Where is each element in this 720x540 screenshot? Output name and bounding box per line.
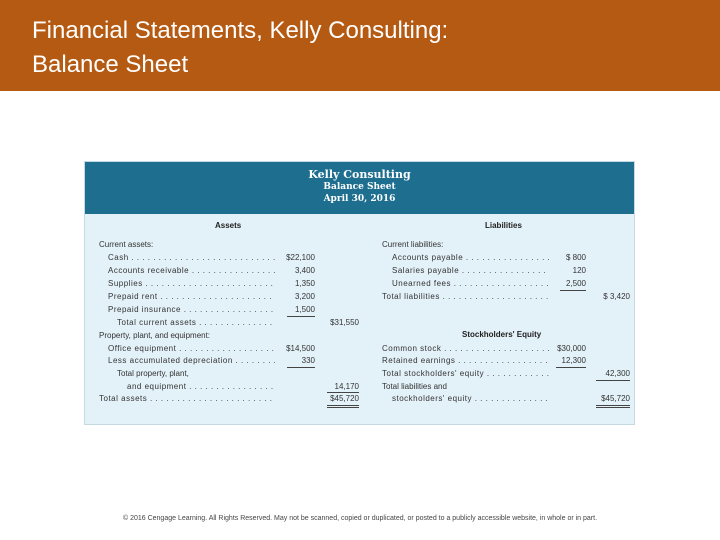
- accumulated-depreciation-label: Less accumulated depreciation . . .: [108, 356, 275, 366]
- cash-value: $22,100: [286, 253, 315, 262]
- supplies-label: Supplies . . .: [108, 279, 275, 289]
- company-name: Kelly Consulting: [308, 168, 411, 181]
- total-ppe-label-line2: and equipment . . .: [127, 382, 275, 392]
- unearned-fees-label: Unearned fees . . .: [392, 279, 549, 289]
- total-liabilities-value: $ 3,420: [603, 292, 630, 301]
- unearned-fees-value: 2,500: [565, 279, 586, 288]
- cash-label: Cash . . .: [108, 253, 275, 263]
- accumulated-depreciation-value: 330: [301, 356, 315, 365]
- common-stock-label: Common stock . . .: [382, 344, 549, 354]
- total-liabilities-label: Total liabilities . . .: [382, 292, 549, 302]
- accounts-receivable-label: Accounts receivable . . .: [108, 266, 275, 276]
- double-underline-top: [596, 405, 630, 406]
- title-bar: [0, 0, 720, 91]
- prepaid-rent-label: Prepaid rent . . .: [108, 292, 275, 302]
- total-assets-label: Total assets . . .: [99, 394, 275, 404]
- liabilities-heading: Liabilities: [485, 221, 522, 230]
- current-liabilities-label: Current liabilities:: [382, 240, 444, 249]
- double-underline-bottom: [596, 407, 630, 408]
- statement-title: Balance Sheet: [323, 182, 396, 192]
- current-assets-label: Current assets:: [99, 240, 154, 249]
- statement-date: April 30, 2016: [323, 194, 396, 204]
- total-equity-value: 42,300: [605, 369, 630, 378]
- total-current-assets-value: $31,550: [330, 318, 359, 327]
- assets-heading: Assets: [215, 221, 242, 230]
- office-equipment-label: Office equipment . . .: [108, 344, 275, 354]
- accounts-payable-label: Accounts payable . . .: [392, 253, 549, 263]
- underline: [287, 316, 315, 317]
- underline: [560, 290, 586, 291]
- common-stock-value: $30,000: [557, 344, 586, 353]
- prepaid-insurance-value: 1,500: [294, 305, 315, 314]
- total-current-assets-label: Total current assets . . .: [117, 318, 275, 328]
- ppe-label: Property, plant, and equipment:: [99, 331, 211, 340]
- salaries-payable-label: Salaries payable . . .: [392, 266, 549, 276]
- total-equity-label: Total stockholders' equity . . .: [382, 369, 549, 379]
- slide-title-line-2: Balance Sheet: [32, 51, 189, 78]
- retained-earnings-label: Retained earnings . . .: [382, 356, 549, 366]
- total-le-value: $45,720: [601, 394, 630, 403]
- statement-header: [85, 162, 634, 214]
- double-underline-bottom: [327, 407, 359, 408]
- accounts-receivable-value: 3,400: [294, 266, 315, 275]
- copyright-footer: © 2016 Cengage Learning. All Rights Reserved. May not be scanned, copied or duplicated, or posted to a publicly accessible website, in whole or in part.: [122, 515, 598, 522]
- underline: [327, 392, 359, 393]
- underline: [556, 367, 586, 368]
- slide-title-line-1: Financial Statements, Kelly Consulting:: [32, 17, 449, 44]
- underline: [596, 380, 630, 381]
- office-equipment-value: $14,500: [286, 344, 315, 353]
- prepaid-insurance-label: Prepaid insurance . . .: [108, 305, 275, 315]
- equity-heading: Stockholders' Equity: [462, 330, 542, 339]
- prepaid-rent-value: 3,200: [294, 292, 315, 301]
- total-assets-value: $45,720: [330, 394, 359, 403]
- balance-sheet-figure: [84, 161, 635, 425]
- total-le-label-line1: Total liabilities and: [382, 382, 447, 391]
- salaries-payable-value: 120: [572, 266, 586, 275]
- total-ppe-value: 14,170: [334, 382, 359, 391]
- total-ppe-label-line1: Total property, plant,: [117, 369, 189, 378]
- supplies-value: 1,350: [294, 279, 315, 288]
- total-le-label-line2: stockholders' equity . . .: [392, 394, 549, 404]
- retained-earnings-value: 12,300: [561, 356, 586, 365]
- underline: [287, 367, 315, 368]
- accounts-payable-value: $ 800: [565, 253, 586, 262]
- double-underline-top: [327, 405, 359, 406]
